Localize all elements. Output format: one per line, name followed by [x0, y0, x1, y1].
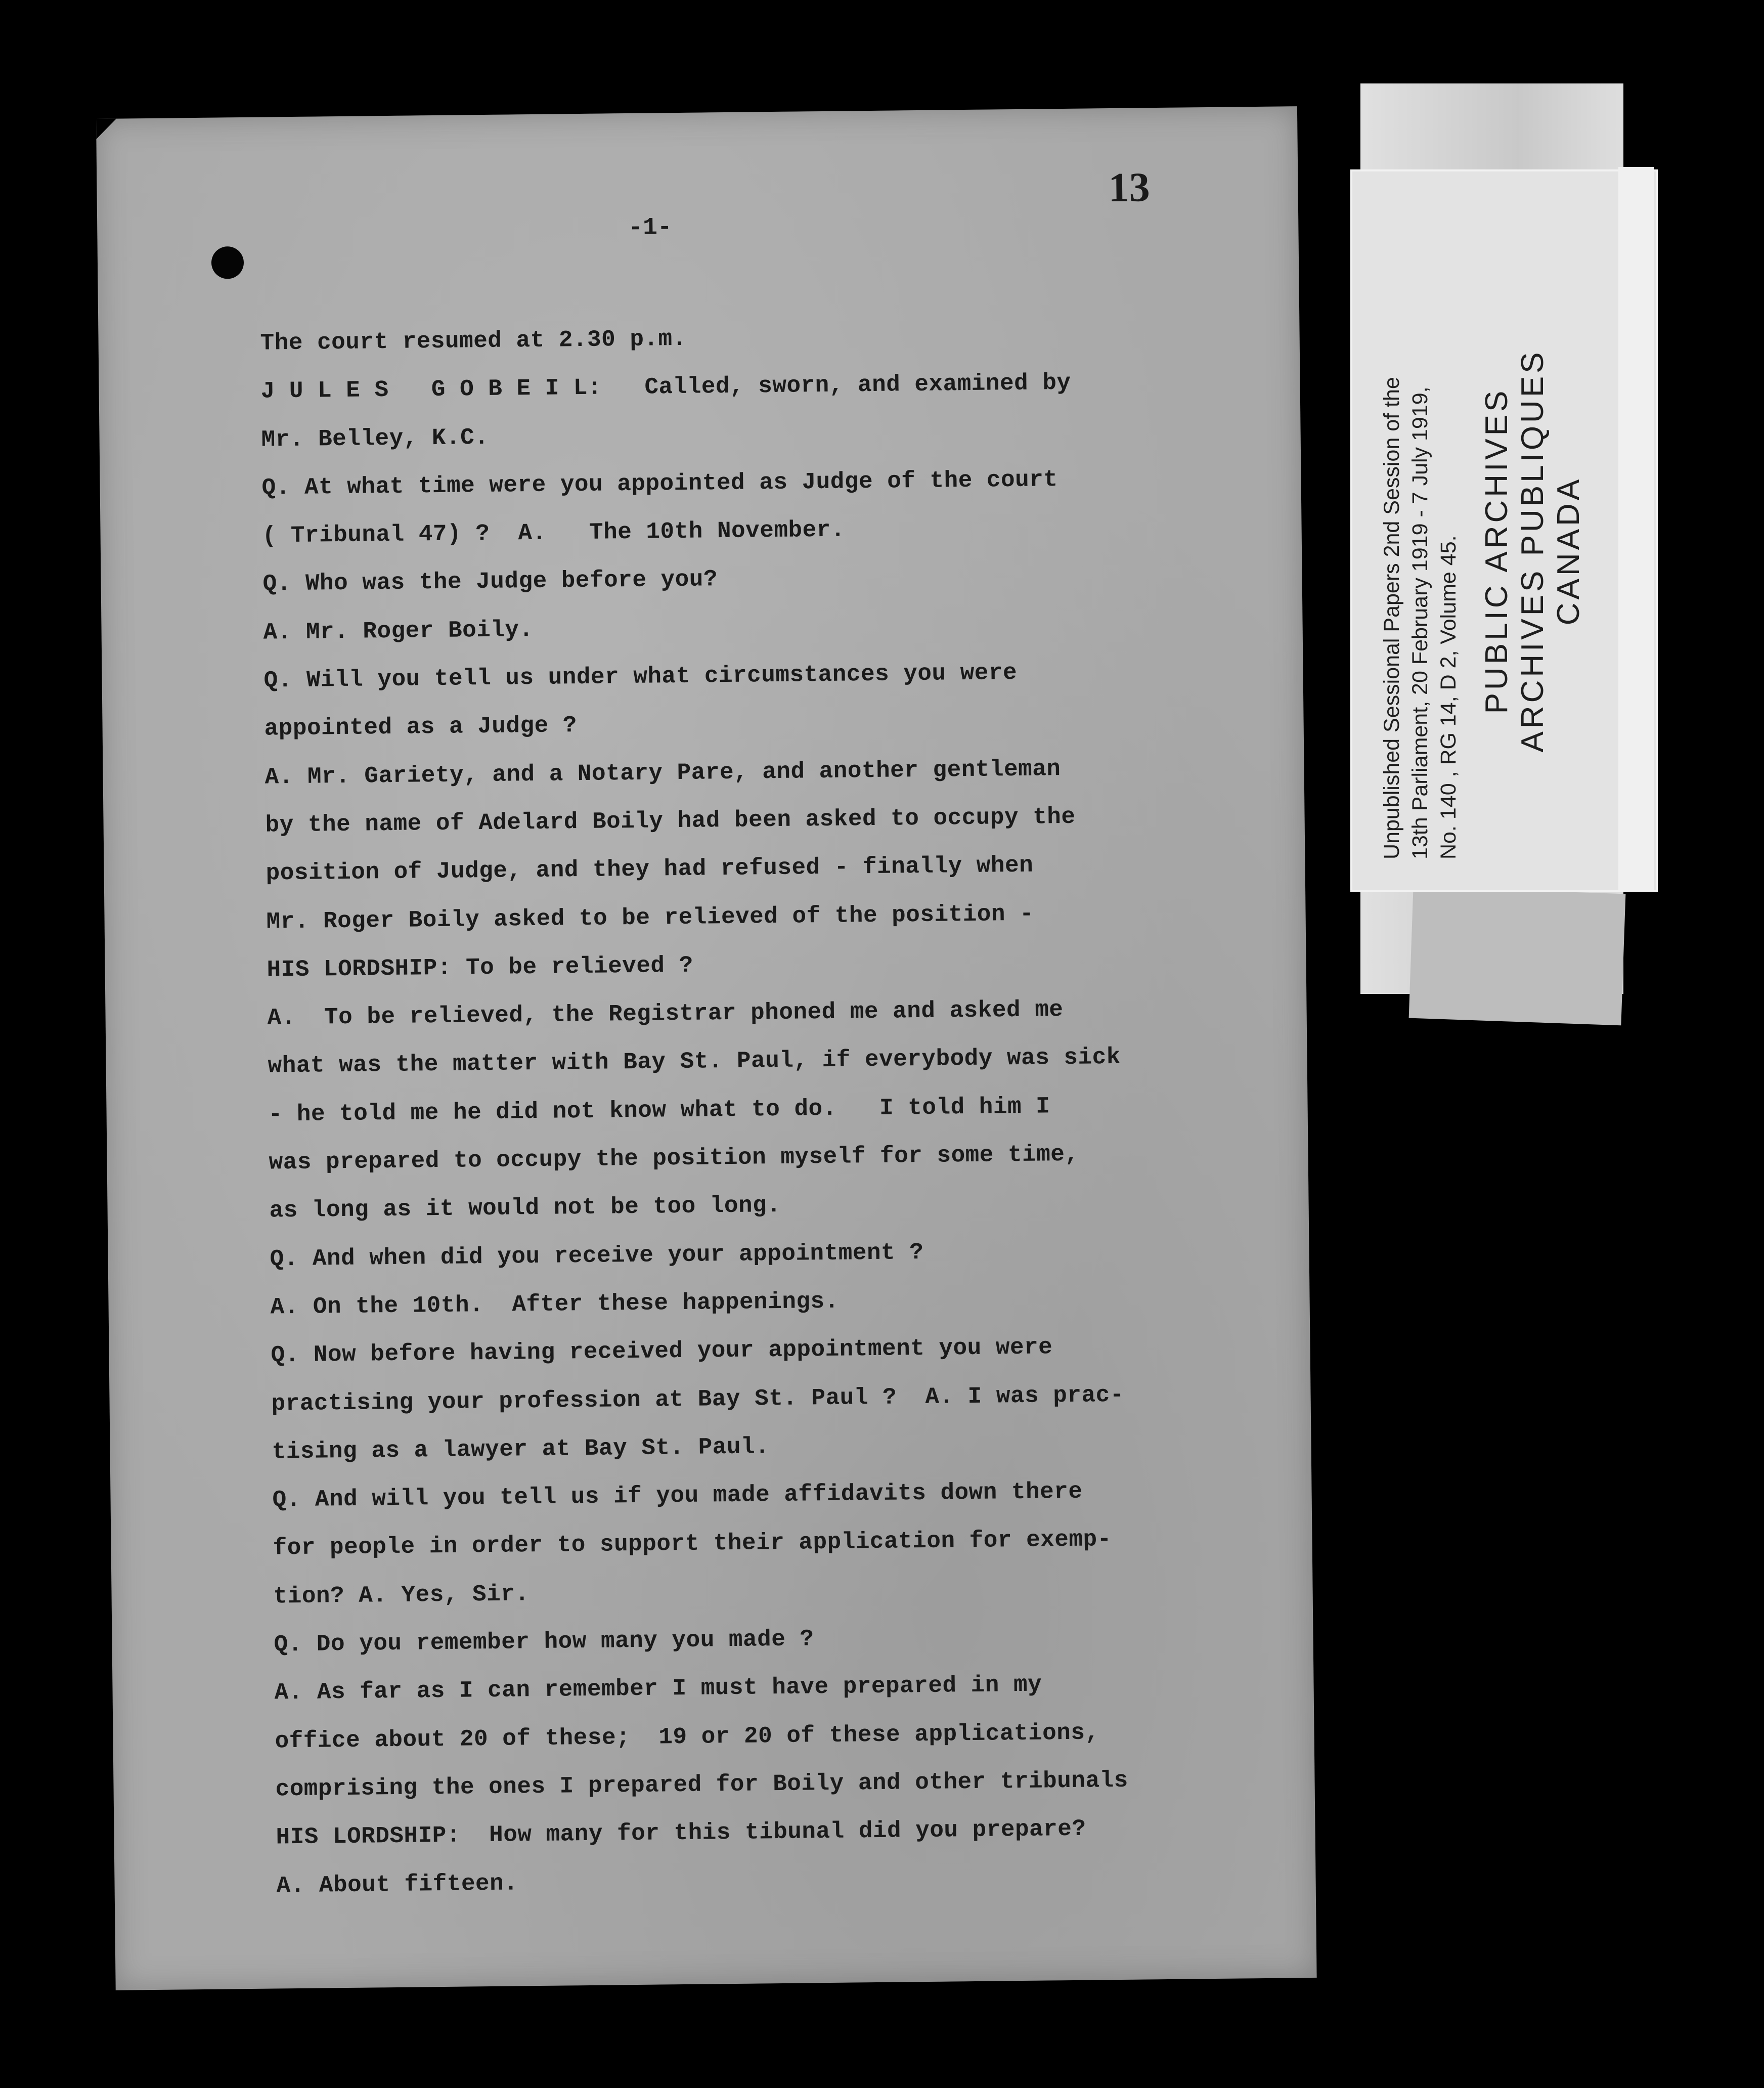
transcript-line: HIS LORDSHIP: To be relieved ? — [267, 952, 694, 983]
transcript-line: position of Judge, and they had refused - finally when — [266, 852, 1034, 887]
transcript-line: A. Mr. Roger Boily. — [263, 616, 534, 646]
archives-line: CANADA — [1551, 476, 1586, 626]
archive-label-edge — [1618, 167, 1654, 890]
transcript-line: office about 20 of these; 19 or 20 of these applications, — [275, 1719, 1099, 1755]
transcript-line: Q. At what time were you appointed as Judge of the court — [261, 466, 1058, 501]
transcript-line: appointed as a Judge ? — [264, 712, 578, 742]
transcript-line: Mr. Roger Boily asked to be relieved of the position - — [266, 900, 1034, 935]
sessional-line: No. 140 , RG 14, D 2, Volume 45. — [1436, 535, 1461, 859]
transcript-line: as long as it would not be too long. — [269, 1192, 781, 1224]
transcript-line: was prepared to occupy the position myself for some time, — [269, 1141, 1079, 1176]
archive-sleeve-tab — [1409, 887, 1626, 1025]
sessional-papers-caption — [1378, 377, 1463, 859]
transcript-line: A. On the 10th. After these happenings. — [270, 1288, 840, 1321]
transcript-line: The court resumed at 2.30 p.m. — [260, 325, 687, 357]
transcript-line: Q. Who was the Judge before you? — [262, 566, 718, 598]
transcript-body — [260, 309, 1288, 1910]
transcript-line: Q. Now before having received your appointment you were — [271, 1334, 1053, 1369]
transcript-line: tion? A. Yes, Sir. — [273, 1580, 530, 1610]
sessional-line: Unpublished Sessional Papers 2nd Session of the — [1380, 377, 1404, 859]
page-number: -1- — [628, 214, 673, 242]
document-page — [96, 106, 1317, 1990]
archives-caption — [1479, 323, 1586, 778]
transcript-line: tising as a lawyer at Bay St. Paul. — [272, 1433, 770, 1465]
transcript-line: Q. And when did you receive your appointment ? — [270, 1239, 924, 1273]
stamp-number: 13 — [1108, 164, 1151, 211]
transcript-line: A. Mr. Gariety, and a Notary Pare, and another gentleman — [264, 755, 1061, 791]
transcript-line: practising your profession at Bay St. Paul ? A. I was prac- — [271, 1381, 1125, 1417]
folded-corner — [96, 119, 116, 139]
transcript-line: - he told me he did not know what to do. I told him I — [268, 1093, 1050, 1128]
transcript-line: ( Tribunal 47) ? A. The 10th November. — [262, 516, 846, 549]
archives-line: ARCHIVES PUBLIQUES — [1515, 349, 1550, 753]
transcript-line: comprising the ones I prepared for Boily and other tribunals — [275, 1767, 1129, 1803]
archives-line: PUBLIC ARCHIVES — [1479, 387, 1514, 714]
transcript-line: A. About fifteen. — [276, 1869, 518, 1899]
transcript-line: Q. And will you tell us if you made affidavits down there — [272, 1478, 1083, 1513]
transcript-line: Q. Do you remember how many you made ? — [274, 1626, 814, 1658]
transcript-line: HIS LORDSHIP: How many for this tibunal did you prepare? — [276, 1815, 1086, 1851]
transcript-line: J U L E S G O B E I L: Called, sworn, and examined by — [260, 370, 1071, 405]
transcript-line: A. As far as I can remember I must have prepared in my — [274, 1671, 1042, 1706]
transcript-line: A. To be relieved, the Registrar phoned me and asked me — [267, 996, 1064, 1031]
transcript-line: by the name of Adelard Boily had been asked to occupy the — [265, 803, 1076, 839]
archive-label — [1350, 169, 1658, 892]
transcript-line: Q. Will you tell us under what circumstances you were — [263, 660, 1018, 694]
punch-hole — [211, 246, 244, 279]
transcript-line: what was the matter with Bay St. Paul, if everybody was sick — [268, 1044, 1121, 1079]
transcript-line: Mr. Belley, K.C. — [261, 424, 489, 453]
sessional-line: 13th Parliament, 20 February 1919 - 7 July 1919, — [1408, 386, 1432, 859]
transcript-line: for people in order to support their application for exemp- — [273, 1526, 1112, 1561]
